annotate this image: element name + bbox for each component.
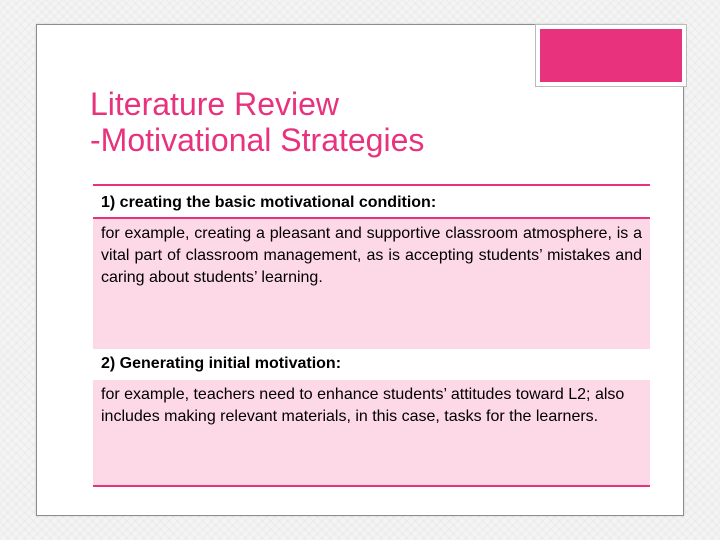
slide-title [90,86,424,158]
table-row-body: for example, teachers need to enhance students’ attitudes toward L2; also includes making relevant materials, in this case, tasks for the learners. [93,380,650,485]
accent-block [536,25,686,86]
slide-title-line-1: Literature Review [90,86,339,122]
strategies-table [93,184,650,487]
table-row-body: for example, creating a pleasant and supportive classroom atmosphere, is a vital part of classroom management, as is accepting students’ mistakes and caring about students’ learning. [93,219,650,349]
table-row-heading: 2) Generating initial motivation: [93,349,650,380]
table-row-heading: 1) creating the basic motivational condition: [93,186,650,219]
slide-title-line-2: -Motivational Strategies [90,122,425,158]
